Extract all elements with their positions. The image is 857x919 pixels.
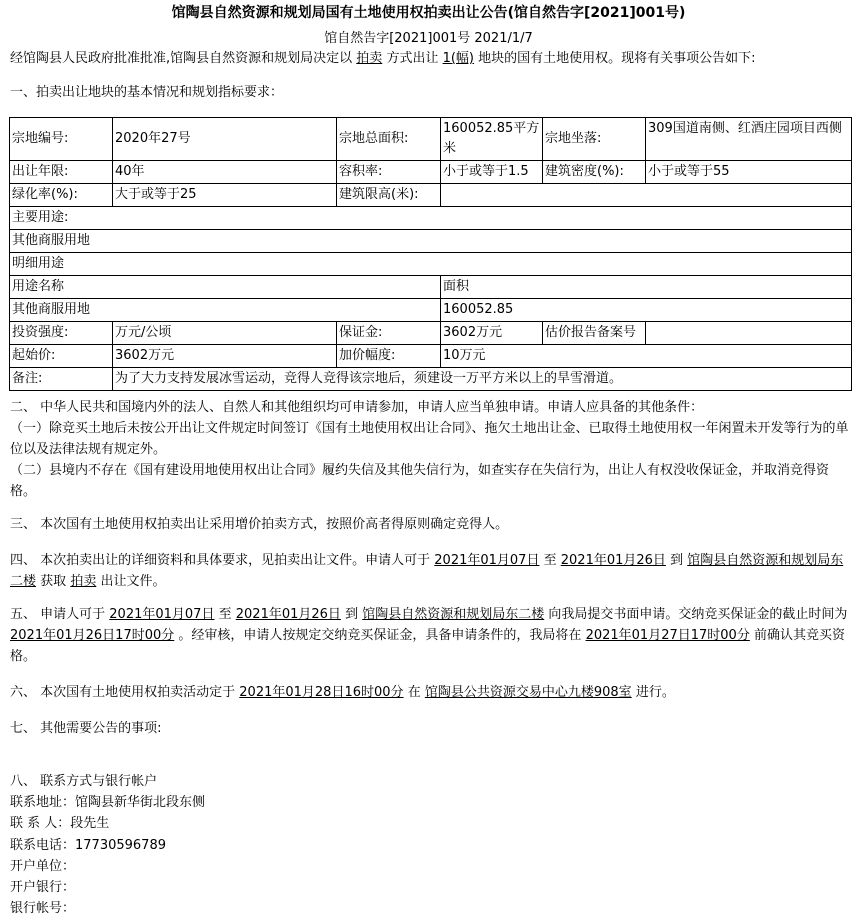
account-unit: 开户单位： bbox=[10, 858, 76, 874]
table-row bbox=[10, 118, 852, 161]
green-value: 大于或等于25 bbox=[113, 184, 337, 207]
page-title: 馆陶县自然资源和规划局国有土地使用权拍卖出让公告(馆自然告字[2021]001号) bbox=[171, 5, 686, 21]
area-value: 160052.85平方米 bbox=[441, 118, 543, 161]
section-4-text: 至 bbox=[543, 553, 557, 568]
table-row bbox=[10, 299, 852, 322]
section-7: 七、 其他需要公告的事项: bbox=[10, 721, 162, 736]
section-5-text: 。经审核，申请人按规定交纳竞买保证金，具备申请条件的，我局将在 bbox=[178, 628, 582, 643]
table-row bbox=[10, 207, 852, 230]
contact-section bbox=[10, 771, 205, 919]
section-5-text: 到 bbox=[345, 607, 359, 622]
height-value bbox=[441, 184, 852, 207]
section-5-text: 向我局提交书面申请。交纳竞买保证金的截止时间为 bbox=[548, 607, 848, 622]
parcel-info-table bbox=[9, 117, 852, 391]
area-label: 宗地总面积: bbox=[337, 118, 441, 161]
section-2-item-1: （一）除竞买土地后未按公开出让文件规定时间签订《国有土地使用权出让合同》、拖欠土地出让金、已取得土地使用权一年闲置未开发等行为的单位以及法律法规有规定外。 bbox=[10, 421, 849, 457]
remark-value: 为了大力支持发展冰雪运动，竞得人竞得该宗地后，须建设一万平方米以上的旱雪滑道。 bbox=[113, 368, 852, 391]
term-label: 出让年限: bbox=[10, 161, 113, 184]
area-column-header: 面积 bbox=[441, 276, 852, 299]
intro-text-3: 地块的国有土地使用权。现将有关事项公告如下: bbox=[478, 51, 756, 66]
section-4 bbox=[10, 550, 850, 592]
table-row bbox=[10, 322, 852, 345]
detail-use-label: 明细用途 bbox=[10, 253, 852, 276]
use-name-value: 其他商服用地 bbox=[10, 299, 441, 322]
transfer-method: 拍卖 bbox=[70, 574, 97, 589]
section-5-text: 前确认其竞买资格。 bbox=[10, 628, 845, 664]
section-4-text: 四、 本次拍卖出让的详细资料和具体要求，见拍卖出让文件。申请人可于 bbox=[10, 553, 431, 568]
table-row bbox=[10, 276, 852, 299]
table-row bbox=[10, 230, 852, 253]
appraisal-label: 估价报告备案号 bbox=[543, 322, 646, 345]
section-5-text: 至 bbox=[218, 607, 232, 622]
table-row bbox=[10, 253, 852, 276]
section-6-text: 六、 本次国有土地使用权拍卖活动定于 bbox=[10, 685, 236, 700]
far-label: 容积率: bbox=[337, 161, 441, 184]
start-price-label: 起始价: bbox=[10, 345, 113, 368]
contact-phone: 联系电话：17730596789 bbox=[10, 837, 166, 853]
table-row bbox=[10, 184, 852, 207]
deposit-value: 3602万元 bbox=[441, 322, 543, 345]
term-value: 40年 bbox=[113, 161, 337, 184]
investment-label: 投资强度: bbox=[10, 322, 113, 345]
start-price-value: 3602万元 bbox=[113, 345, 337, 368]
auction-time: 2021年01月28日16时00分 bbox=[239, 685, 404, 700]
apply-start-date: 2021年01月07日 bbox=[109, 607, 215, 622]
document-number-date: 馆自然告字[2021]001号 2021/1/7 bbox=[324, 31, 533, 46]
qualification-confirm-time: 2021年01月27日17时00分 bbox=[585, 628, 750, 643]
parcel-no-label: 宗地编号: bbox=[10, 118, 113, 161]
table-row bbox=[10, 161, 852, 184]
section-6 bbox=[10, 682, 850, 703]
table-row bbox=[10, 368, 852, 391]
deposit-label: 保证金: bbox=[337, 322, 441, 345]
section-4-text: 出让文件。 bbox=[100, 574, 166, 589]
appraisal-value bbox=[646, 322, 852, 345]
account-bank: 开户银行： bbox=[10, 880, 76, 896]
section-3: 三、 本次国有土地使用权拍卖出让采用增价拍卖方式，按照价高者得原则确定竞得人。 bbox=[10, 517, 509, 532]
intro-paragraph bbox=[10, 47, 850, 66]
section-4-text: 获取 bbox=[40, 574, 67, 589]
parcel-no-value: 2020年27号 bbox=[113, 118, 337, 161]
section-2-item-2: （二）县境内不存在《国有建设用地使用权出让合同》履约失信及其他失信行为，如查实存在失信行为，出让人有权没收保证金，并取消竞得资格。 bbox=[10, 463, 830, 499]
section-6-text: 进行。 bbox=[635, 685, 675, 700]
investment-value: 万元/公顷 bbox=[113, 322, 337, 345]
increment-label: 加价幅度: bbox=[337, 345, 441, 368]
section-1-heading: 一、拍卖出让地块的基本情况和规划指标要求： bbox=[10, 85, 284, 100]
height-label: 建筑限高(米): bbox=[337, 184, 441, 207]
contact-person: 联 系 人：段先生 bbox=[10, 816, 110, 832]
parcel-count: 1(幅) bbox=[442, 51, 475, 66]
auction-place: 馆陶县公共资源交易中心九楼908室 bbox=[424, 685, 632, 700]
section-2 bbox=[10, 397, 850, 502]
use-area-value: 160052.85 bbox=[441, 299, 852, 322]
section-5-text: 五、 申请人可于 bbox=[10, 607, 106, 622]
green-label: 绿化率(%): bbox=[10, 184, 113, 207]
remark-label: 备注: bbox=[10, 368, 113, 391]
section-5 bbox=[10, 604, 850, 667]
apply-place: 馆陶县自然资源和规划局东二楼 bbox=[362, 607, 545, 622]
deposit-deadline: 2021年01月26日17时00分 bbox=[10, 628, 175, 643]
section-4-text: 到 bbox=[670, 553, 684, 568]
far-value: 小于或等于1.5 bbox=[441, 161, 543, 184]
use-name-header: 用途名称 bbox=[10, 276, 441, 299]
doc-place: 馆陶县自然资源和规划局东二楼 bbox=[10, 553, 844, 589]
section-6-text: 在 bbox=[407, 685, 421, 700]
intro-text-1: 经馆陶县人民政府批准批准,馆陶县自然资源和规划局决定以 bbox=[10, 51, 353, 66]
transfer-method: 拍卖 bbox=[356, 51, 383, 66]
increment-value: 10万元 bbox=[441, 345, 852, 368]
doc-start-date: 2021年01月07日 bbox=[434, 553, 540, 568]
density-value: 小于或等于55 bbox=[646, 161, 852, 184]
main-use-value: 其他商服用地 bbox=[10, 230, 852, 253]
account-number: 银行帐号： bbox=[10, 901, 76, 917]
doc-end-date: 2021年01月26日 bbox=[560, 553, 666, 568]
contact-address: 联系地址：馆陶县新华街北段东侧 bbox=[10, 795, 206, 811]
main-use-label: 主要用途: bbox=[10, 207, 852, 230]
location-value: 309国道南侧、红酒庄园项目西侧 bbox=[646, 118, 852, 161]
table-row bbox=[10, 345, 852, 368]
contact-heading: 八、 联系方式与银行帐户 bbox=[10, 774, 158, 789]
density-label: 建筑密度(%): bbox=[543, 161, 646, 184]
intro-text-2: 方式出让 bbox=[386, 51, 439, 66]
apply-end-date: 2021年01月26日 bbox=[235, 607, 341, 622]
section-2-heading: 二、 中华人民共和国境内外的法人、自然人和其他组织均可申请参加，申请人应当单独申请。申请人应具备的其他条件： bbox=[10, 400, 704, 415]
location-label: 宗地坐落: bbox=[543, 118, 646, 161]
